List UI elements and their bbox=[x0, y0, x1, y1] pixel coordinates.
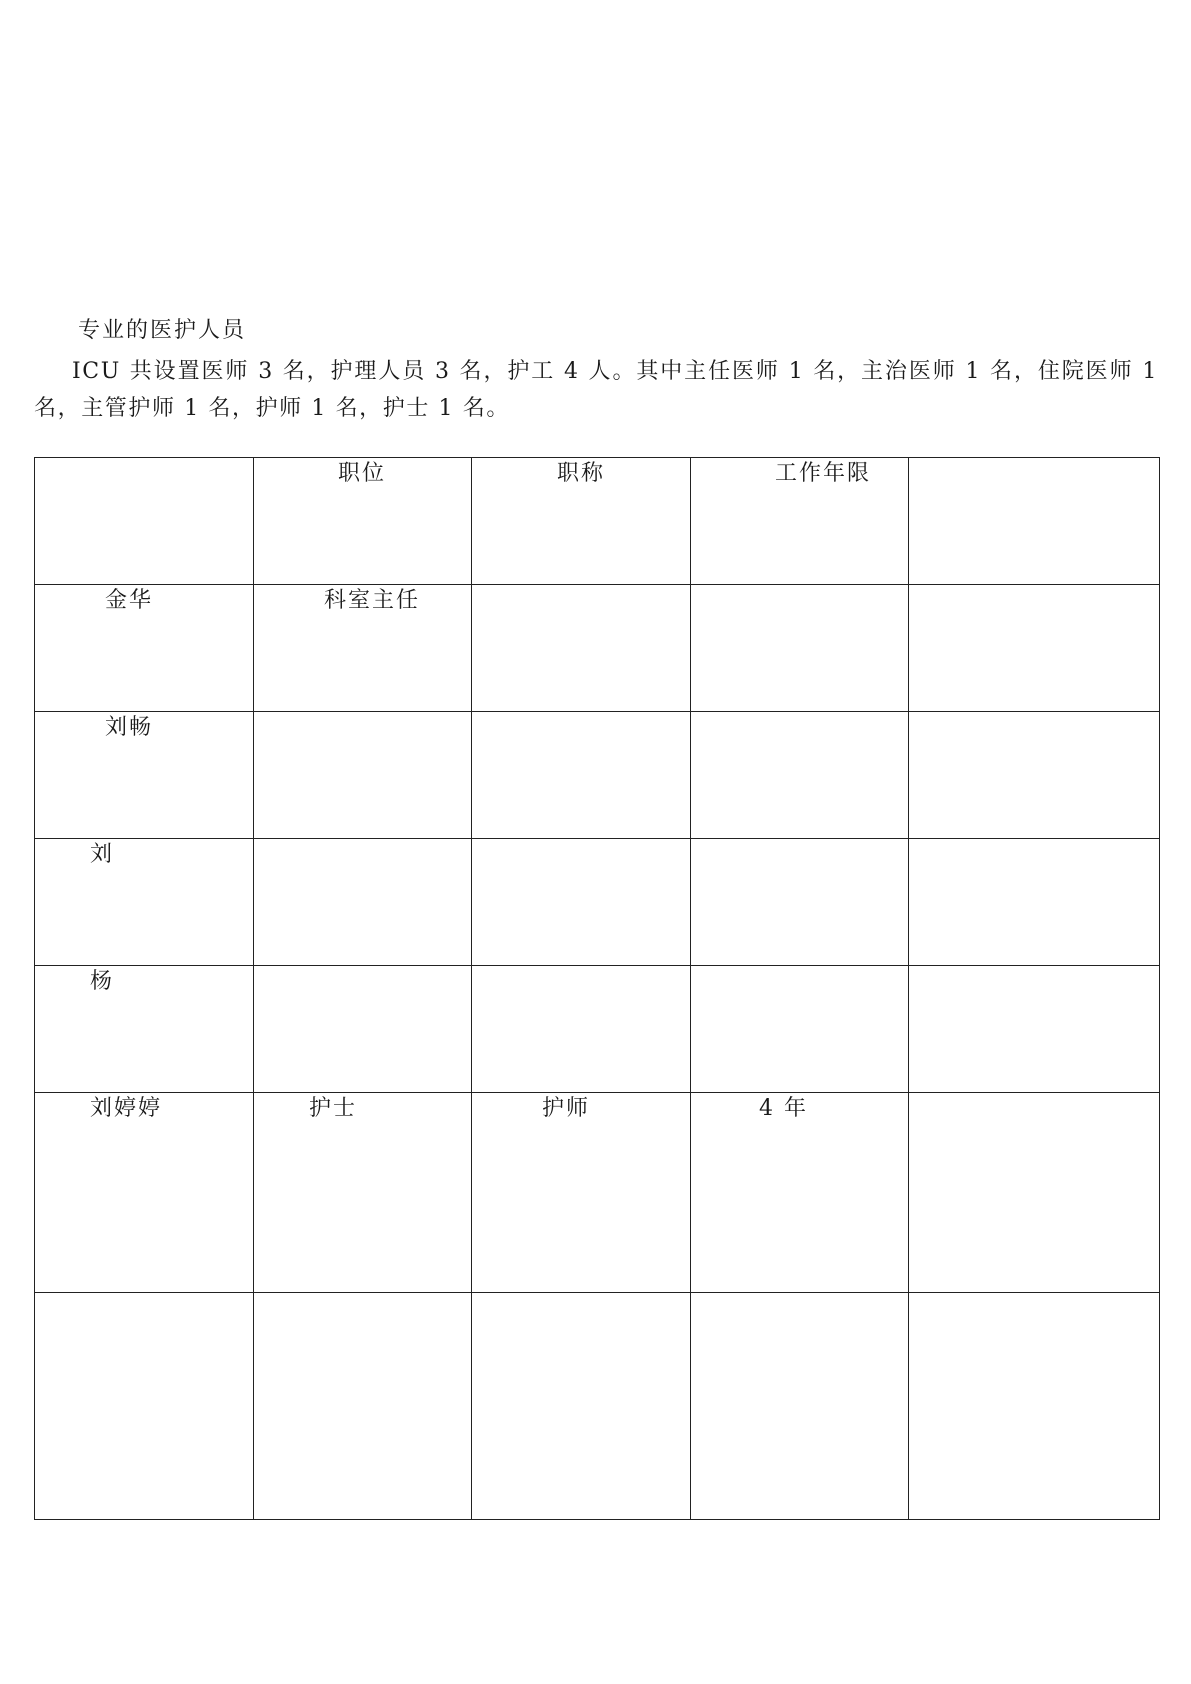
table-row bbox=[35, 1093, 1160, 1293]
table-cell bbox=[691, 712, 909, 839]
table-cell bbox=[691, 839, 909, 966]
table-cell bbox=[35, 1293, 254, 1520]
table-cell bbox=[909, 966, 1160, 1093]
table-cell: 杨 bbox=[35, 966, 254, 1093]
table-cell bbox=[691, 966, 909, 1093]
table-cell bbox=[909, 712, 1160, 839]
table-header-cell: 职位 bbox=[254, 458, 472, 585]
table-cell: 刘婷婷 bbox=[35, 1093, 254, 1293]
table-row bbox=[35, 585, 1160, 712]
table-cell bbox=[472, 712, 691, 839]
table-cell bbox=[254, 712, 472, 839]
table-row bbox=[35, 1293, 1160, 1520]
table-cell bbox=[909, 839, 1160, 966]
table-cell: 金华 bbox=[35, 585, 254, 712]
table-cell: 护士 bbox=[254, 1093, 472, 1293]
staff-table bbox=[34, 457, 1160, 1520]
table-cell bbox=[254, 1293, 472, 1520]
table-header-cell: 工作年限 bbox=[691, 458, 909, 585]
table-cell bbox=[691, 585, 909, 712]
table-cell: 护师 bbox=[472, 1093, 691, 1293]
table-cell bbox=[472, 1293, 691, 1520]
table-cell: 科室主任 bbox=[254, 585, 472, 712]
table-cell bbox=[254, 966, 472, 1093]
table-cell: 刘畅 bbox=[35, 712, 254, 839]
table-cell bbox=[909, 585, 1160, 712]
table-cell bbox=[909, 1093, 1160, 1293]
table-header-row bbox=[35, 458, 1160, 585]
table-cell bbox=[472, 585, 691, 712]
table-cell: 刘 bbox=[35, 839, 254, 966]
table-cell bbox=[254, 839, 472, 966]
table-cell bbox=[691, 1293, 909, 1520]
table-header-cell: 职称 bbox=[472, 458, 691, 585]
staff-summary-paragraph: ICU 共设置医师 3 名，护理人员 3 名，护工 4 人。其中主任医师 1 名，主治医师 1 名，住院医师 1 名，主管护师 1 名，护师 1 名，护士 1 名。 bbox=[34, 359, 1158, 421]
table-cell bbox=[35, 458, 254, 585]
table-cell bbox=[909, 1293, 1160, 1520]
table-cell: 4 年 bbox=[691, 1093, 909, 1293]
table-row bbox=[35, 712, 1160, 839]
table-row bbox=[35, 839, 1160, 966]
table-row bbox=[35, 966, 1160, 1093]
section-heading: 专业的医护人员 bbox=[78, 318, 247, 343]
table-cell bbox=[472, 966, 691, 1093]
table-cell bbox=[909, 458, 1160, 585]
table-cell bbox=[472, 839, 691, 966]
